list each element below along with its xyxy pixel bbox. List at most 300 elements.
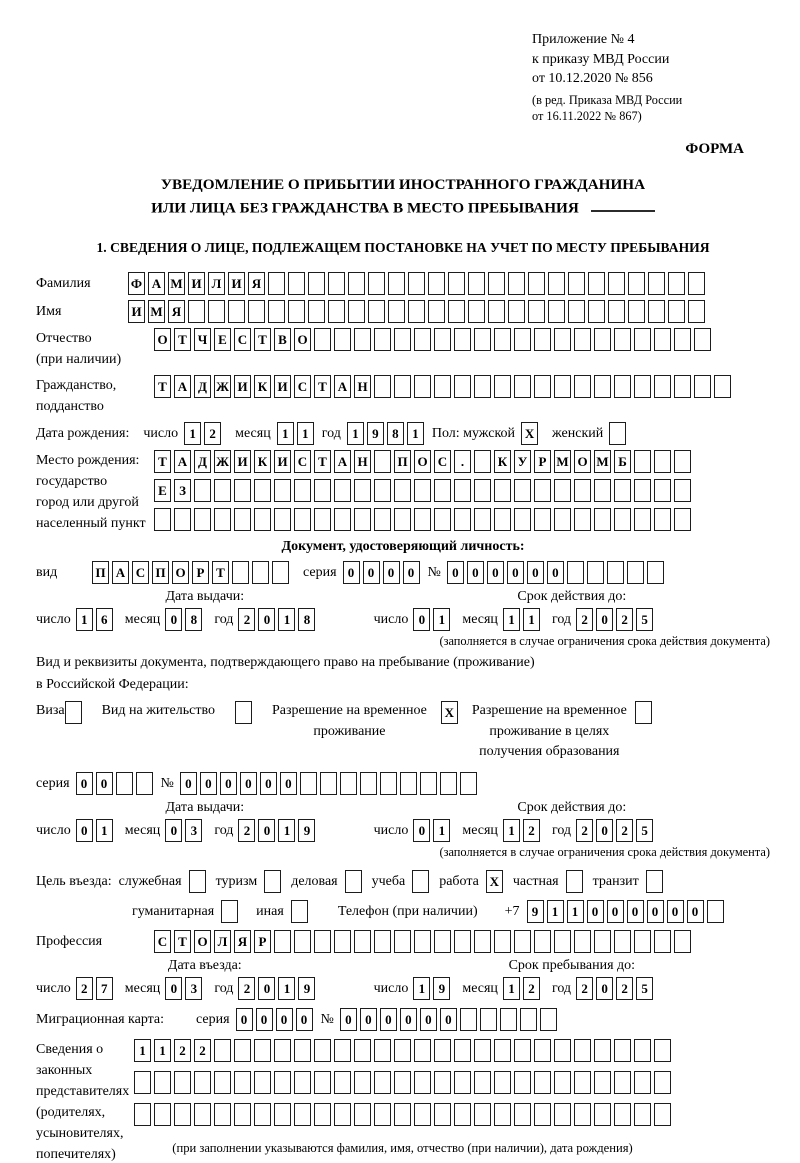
- char-cell[interactable]: 0: [447, 561, 464, 584]
- char-cell[interactable]: [268, 300, 285, 323]
- char-cell[interactable]: [354, 328, 371, 351]
- char-cell[interactable]: [334, 328, 351, 351]
- char-cell[interactable]: [654, 930, 671, 953]
- char-cell[interactable]: [568, 272, 585, 295]
- char-cell[interactable]: Ж: [214, 450, 231, 473]
- char-cell[interactable]: 9: [433, 977, 450, 1000]
- char-cell[interactable]: [474, 450, 491, 473]
- char-cell[interactable]: [414, 1039, 431, 1062]
- char-cell[interactable]: С: [294, 375, 311, 398]
- char-cell[interactable]: И: [234, 450, 251, 473]
- char-cell[interactable]: [654, 1071, 671, 1094]
- char-cell[interactable]: [194, 1071, 211, 1094]
- char-cell[interactable]: 1: [278, 608, 295, 631]
- char-cell[interactable]: [567, 561, 584, 584]
- char-cell[interactable]: [514, 328, 531, 351]
- char-cell[interactable]: 0: [403, 561, 420, 584]
- char-cell[interactable]: [554, 930, 571, 953]
- char-cell[interactable]: [635, 701, 652, 724]
- char-cell[interactable]: 1: [523, 608, 540, 631]
- char-cell[interactable]: С: [154, 930, 171, 953]
- char-cell[interactable]: С: [234, 328, 251, 351]
- char-cell[interactable]: [714, 375, 731, 398]
- char-cell[interactable]: Е: [154, 479, 171, 502]
- char-cell[interactable]: 0: [180, 772, 197, 795]
- char-cell[interactable]: [454, 1103, 471, 1126]
- char-cell[interactable]: П: [394, 450, 411, 473]
- char-cell[interactable]: 2: [523, 819, 540, 842]
- char-cell[interactable]: [268, 272, 285, 295]
- char-cell[interactable]: [514, 930, 531, 953]
- char-cell[interactable]: [234, 508, 251, 531]
- char-cell[interactable]: [214, 1103, 231, 1126]
- char-cell[interactable]: [388, 272, 405, 295]
- char-cell[interactable]: 0: [596, 977, 613, 1000]
- char-cell[interactable]: [394, 375, 411, 398]
- char-cell[interactable]: [534, 1039, 551, 1062]
- char-cell[interactable]: [354, 1071, 371, 1094]
- char-cell[interactable]: [348, 272, 365, 295]
- char-cell[interactable]: [468, 272, 485, 295]
- char-cell[interactable]: [394, 1103, 411, 1126]
- char-cell[interactable]: 3: [185, 977, 202, 1000]
- char-cell[interactable]: [514, 479, 531, 502]
- char-cell[interactable]: 9: [298, 819, 315, 842]
- char-cell[interactable]: [434, 930, 451, 953]
- char-cell[interactable]: [688, 272, 705, 295]
- char-cell[interactable]: [534, 479, 551, 502]
- char-cell[interactable]: [334, 1103, 351, 1126]
- char-cell[interactable]: 1: [76, 608, 93, 631]
- char-cell[interactable]: [634, 1071, 651, 1094]
- char-cell[interactable]: [434, 1071, 451, 1094]
- char-cell[interactable]: [340, 772, 357, 795]
- char-cell[interactable]: [454, 328, 471, 351]
- char-cell[interactable]: П: [92, 561, 109, 584]
- char-cell[interactable]: [334, 930, 351, 953]
- char-cell[interactable]: [474, 930, 491, 953]
- char-cell[interactable]: [288, 300, 305, 323]
- char-cell[interactable]: О: [294, 328, 311, 351]
- char-cell[interactable]: [654, 328, 671, 351]
- char-cell[interactable]: М: [554, 450, 571, 473]
- char-cell[interactable]: В: [274, 328, 291, 351]
- char-cell[interactable]: [474, 1103, 491, 1126]
- char-cell[interactable]: [254, 1039, 271, 1062]
- char-cell[interactable]: 0: [420, 1008, 437, 1031]
- char-cell[interactable]: [136, 772, 153, 795]
- char-cell[interactable]: Я: [168, 300, 185, 323]
- char-cell[interactable]: [607, 561, 624, 584]
- char-cell[interactable]: [174, 1103, 191, 1126]
- char-cell[interactable]: [594, 1071, 611, 1094]
- char-cell[interactable]: [454, 930, 471, 953]
- char-cell[interactable]: 9: [298, 977, 315, 1000]
- char-cell[interactable]: [674, 450, 691, 473]
- char-cell[interactable]: [574, 508, 591, 531]
- char-cell[interactable]: [514, 1103, 531, 1126]
- char-cell[interactable]: [474, 1071, 491, 1094]
- char-cell[interactable]: И: [274, 375, 291, 398]
- char-cell[interactable]: [627, 561, 644, 584]
- char-cell[interactable]: 2: [523, 977, 540, 1000]
- char-cell[interactable]: [254, 479, 271, 502]
- char-cell[interactable]: Т: [212, 561, 229, 584]
- char-cell[interactable]: [454, 479, 471, 502]
- char-cell[interactable]: [674, 375, 691, 398]
- char-cell[interactable]: [254, 1103, 271, 1126]
- char-cell[interactable]: [400, 772, 417, 795]
- char-cell[interactable]: [634, 450, 651, 473]
- char-cell[interactable]: 2: [238, 608, 255, 631]
- char-cell[interactable]: [214, 1071, 231, 1094]
- char-cell[interactable]: 8: [298, 608, 315, 631]
- char-cell[interactable]: [420, 772, 437, 795]
- char-cell[interactable]: [434, 1103, 451, 1126]
- char-cell[interactable]: 0: [260, 772, 277, 795]
- char-cell[interactable]: [234, 479, 251, 502]
- char-cell[interactable]: 2: [616, 977, 633, 1000]
- char-cell[interactable]: И: [228, 272, 245, 295]
- char-cell[interactable]: [574, 328, 591, 351]
- char-cell[interactable]: К: [494, 450, 511, 473]
- char-cell[interactable]: [508, 300, 525, 323]
- char-cell[interactable]: А: [148, 272, 165, 295]
- char-cell[interactable]: [434, 1039, 451, 1062]
- char-cell[interactable]: [374, 450, 391, 473]
- char-cell[interactable]: [594, 1039, 611, 1062]
- char-cell[interactable]: 2: [238, 977, 255, 1000]
- char-cell[interactable]: [488, 300, 505, 323]
- char-cell[interactable]: [514, 508, 531, 531]
- char-cell[interactable]: [194, 1103, 211, 1126]
- char-cell[interactable]: [534, 1071, 551, 1094]
- char-cell[interactable]: 5: [636, 608, 653, 631]
- char-cell[interactable]: Е: [214, 328, 231, 351]
- char-cell[interactable]: [414, 479, 431, 502]
- char-cell[interactable]: [134, 1071, 151, 1094]
- char-cell[interactable]: 1: [503, 977, 520, 1000]
- char-cell[interactable]: [374, 1071, 391, 1094]
- char-cell[interactable]: Ж: [214, 375, 231, 398]
- char-cell[interactable]: [272, 561, 289, 584]
- char-cell[interactable]: [116, 772, 133, 795]
- char-cell[interactable]: А: [334, 450, 351, 473]
- char-cell[interactable]: [554, 1071, 571, 1094]
- char-cell[interactable]: [594, 508, 611, 531]
- char-cell[interactable]: [300, 772, 317, 795]
- char-cell[interactable]: [488, 272, 505, 295]
- char-cell[interactable]: [408, 300, 425, 323]
- char-cell[interactable]: Р: [254, 930, 271, 953]
- char-cell[interactable]: [494, 328, 511, 351]
- char-cell[interactable]: [414, 1103, 431, 1126]
- char-cell[interactable]: 2: [204, 422, 221, 445]
- char-cell[interactable]: И: [128, 300, 145, 323]
- char-cell[interactable]: [460, 1008, 477, 1031]
- char-cell[interactable]: 0: [360, 1008, 377, 1031]
- char-cell[interactable]: [634, 1039, 651, 1062]
- char-cell[interactable]: [428, 272, 445, 295]
- char-cell[interactable]: Т: [154, 375, 171, 398]
- char-cell[interactable]: 0: [467, 561, 484, 584]
- char-cell[interactable]: [434, 375, 451, 398]
- char-cell[interactable]: 3: [185, 819, 202, 842]
- char-cell[interactable]: 0: [165, 819, 182, 842]
- char-cell[interactable]: М: [594, 450, 611, 473]
- char-cell[interactable]: [194, 479, 211, 502]
- char-cell[interactable]: [514, 1071, 531, 1094]
- char-cell[interactable]: [520, 1008, 537, 1031]
- char-cell[interactable]: [254, 1071, 271, 1094]
- char-cell[interactable]: [434, 328, 451, 351]
- char-cell[interactable]: [594, 930, 611, 953]
- char-cell[interactable]: [454, 375, 471, 398]
- char-cell[interactable]: [354, 508, 371, 531]
- char-cell[interactable]: 2: [576, 977, 593, 1000]
- char-cell[interactable]: 0: [258, 608, 275, 631]
- char-cell[interactable]: [480, 1008, 497, 1031]
- char-cell[interactable]: 1: [547, 900, 564, 923]
- char-cell[interactable]: 2: [616, 819, 633, 842]
- char-cell[interactable]: [194, 508, 211, 531]
- char-cell[interactable]: [354, 1103, 371, 1126]
- char-cell[interactable]: А: [112, 561, 129, 584]
- char-cell[interactable]: [534, 1103, 551, 1126]
- char-cell[interactable]: [574, 930, 591, 953]
- char-cell[interactable]: 0: [165, 608, 182, 631]
- char-cell[interactable]: [354, 479, 371, 502]
- char-cell[interactable]: О: [574, 450, 591, 473]
- char-cell[interactable]: [634, 1103, 651, 1126]
- char-cell[interactable]: [274, 508, 291, 531]
- char-cell[interactable]: [454, 508, 471, 531]
- char-cell[interactable]: [494, 1103, 511, 1126]
- char-cell[interactable]: У: [514, 450, 531, 473]
- char-cell[interactable]: [694, 375, 711, 398]
- char-cell[interactable]: 0: [440, 1008, 457, 1031]
- char-cell[interactable]: [628, 300, 645, 323]
- char-cell[interactable]: [460, 772, 477, 795]
- char-cell[interactable]: [668, 300, 685, 323]
- char-cell[interactable]: 8: [185, 608, 202, 631]
- char-cell[interactable]: [548, 300, 565, 323]
- char-cell[interactable]: [634, 479, 651, 502]
- char-cell[interactable]: [254, 508, 271, 531]
- char-cell[interactable]: [654, 479, 671, 502]
- char-cell[interactable]: О: [154, 328, 171, 351]
- char-cell[interactable]: 0: [383, 561, 400, 584]
- char-cell[interactable]: [334, 508, 351, 531]
- char-cell[interactable]: 0: [340, 1008, 357, 1031]
- char-cell[interactable]: [494, 508, 511, 531]
- char-cell[interactable]: [374, 508, 391, 531]
- char-cell[interactable]: 1: [503, 608, 520, 631]
- char-cell[interactable]: 0: [276, 1008, 293, 1031]
- char-cell[interactable]: [454, 1071, 471, 1094]
- char-cell[interactable]: [214, 1039, 231, 1062]
- char-cell[interactable]: Р: [534, 450, 551, 473]
- char-cell[interactable]: [354, 930, 371, 953]
- char-cell[interactable]: [634, 508, 651, 531]
- char-cell[interactable]: [174, 508, 191, 531]
- char-cell[interactable]: [264, 870, 281, 893]
- char-cell[interactable]: [328, 272, 345, 295]
- char-cell[interactable]: [574, 479, 591, 502]
- char-cell[interactable]: 2: [576, 819, 593, 842]
- char-cell[interactable]: [248, 300, 265, 323]
- char-cell[interactable]: [554, 508, 571, 531]
- char-cell[interactable]: [374, 375, 391, 398]
- char-cell[interactable]: 0: [236, 1008, 253, 1031]
- char-cell[interactable]: [614, 508, 631, 531]
- char-cell[interactable]: П: [152, 561, 169, 584]
- char-cell[interactable]: [474, 375, 491, 398]
- char-cell[interactable]: [688, 300, 705, 323]
- char-cell[interactable]: 2: [576, 608, 593, 631]
- char-cell[interactable]: [554, 479, 571, 502]
- char-cell[interactable]: X: [521, 422, 538, 445]
- char-cell[interactable]: Т: [254, 328, 271, 351]
- char-cell[interactable]: Я: [248, 272, 265, 295]
- char-cell[interactable]: [412, 870, 429, 893]
- char-cell[interactable]: Ф: [128, 272, 145, 295]
- char-cell[interactable]: Ч: [194, 328, 211, 351]
- char-cell[interactable]: 0: [596, 819, 613, 842]
- char-cell[interactable]: [568, 300, 585, 323]
- char-cell[interactable]: [654, 450, 671, 473]
- char-cell[interactable]: [294, 1039, 311, 1062]
- char-cell[interactable]: 0: [413, 819, 430, 842]
- char-cell[interactable]: 1: [433, 608, 450, 631]
- char-cell[interactable]: 0: [96, 772, 113, 795]
- char-cell[interactable]: [274, 479, 291, 502]
- char-cell[interactable]: [208, 300, 225, 323]
- char-cell[interactable]: [554, 375, 571, 398]
- char-cell[interactable]: [221, 900, 238, 923]
- char-cell[interactable]: [528, 272, 545, 295]
- char-cell[interactable]: [614, 1071, 631, 1094]
- char-cell[interactable]: [494, 375, 511, 398]
- char-cell[interactable]: 0: [380, 1008, 397, 1031]
- char-cell[interactable]: [414, 328, 431, 351]
- char-cell[interactable]: [154, 1071, 171, 1094]
- char-cell[interactable]: О: [414, 450, 431, 473]
- char-cell[interactable]: [234, 1103, 251, 1126]
- char-cell[interactable]: М: [148, 300, 165, 323]
- char-cell[interactable]: 0: [627, 900, 644, 923]
- char-cell[interactable]: [647, 561, 664, 584]
- char-cell[interactable]: [294, 1103, 311, 1126]
- char-cell[interactable]: М: [168, 272, 185, 295]
- char-cell[interactable]: [614, 375, 631, 398]
- char-cell[interactable]: С: [434, 450, 451, 473]
- char-cell[interactable]: [634, 930, 651, 953]
- char-cell[interactable]: Н: [354, 375, 371, 398]
- char-cell[interactable]: [235, 701, 252, 724]
- char-cell[interactable]: [294, 508, 311, 531]
- char-cell[interactable]: [614, 930, 631, 953]
- char-cell[interactable]: 8: [387, 422, 404, 445]
- char-cell[interactable]: 0: [258, 819, 275, 842]
- char-cell[interactable]: [368, 300, 385, 323]
- char-cell[interactable]: [674, 328, 691, 351]
- char-cell[interactable]: [288, 272, 305, 295]
- char-cell[interactable]: 1: [278, 819, 295, 842]
- char-cell[interactable]: [408, 272, 425, 295]
- char-cell[interactable]: [468, 300, 485, 323]
- char-cell[interactable]: 0: [200, 772, 217, 795]
- char-cell[interactable]: [554, 1103, 571, 1126]
- char-cell[interactable]: [294, 1071, 311, 1094]
- char-cell[interactable]: [494, 1039, 511, 1062]
- char-cell[interactable]: 0: [487, 561, 504, 584]
- char-cell[interactable]: 0: [220, 772, 237, 795]
- char-cell[interactable]: [232, 561, 249, 584]
- char-cell[interactable]: [334, 1071, 351, 1094]
- char-cell[interactable]: [354, 1039, 371, 1062]
- char-cell[interactable]: [654, 508, 671, 531]
- char-cell[interactable]: [154, 1103, 171, 1126]
- char-cell[interactable]: 5: [636, 977, 653, 1000]
- char-cell[interactable]: [334, 1039, 351, 1062]
- char-cell[interactable]: [414, 1071, 431, 1094]
- char-cell[interactable]: [534, 930, 551, 953]
- char-cell[interactable]: К: [254, 375, 271, 398]
- char-cell[interactable]: 1: [347, 422, 364, 445]
- char-cell[interactable]: X: [441, 701, 458, 724]
- char-cell[interactable]: 1: [184, 422, 201, 445]
- char-cell[interactable]: 1: [407, 422, 424, 445]
- char-cell[interactable]: 1: [567, 900, 584, 923]
- char-cell[interactable]: [189, 870, 206, 893]
- char-cell[interactable]: [494, 930, 511, 953]
- char-cell[interactable]: [394, 328, 411, 351]
- char-cell[interactable]: [674, 479, 691, 502]
- char-cell[interactable]: 2: [194, 1039, 211, 1062]
- char-cell[interactable]: З: [174, 479, 191, 502]
- char-cell[interactable]: 0: [687, 900, 704, 923]
- char-cell[interactable]: И: [188, 272, 205, 295]
- char-cell[interactable]: [548, 272, 565, 295]
- char-cell[interactable]: [594, 479, 611, 502]
- char-cell[interactable]: [368, 272, 385, 295]
- char-cell[interactable]: [320, 772, 337, 795]
- char-cell[interactable]: [534, 328, 551, 351]
- char-cell[interactable]: [174, 1071, 191, 1094]
- char-cell[interactable]: 0: [280, 772, 297, 795]
- char-cell[interactable]: К: [254, 450, 271, 473]
- char-cell[interactable]: 0: [607, 900, 624, 923]
- char-cell[interactable]: Я: [234, 930, 251, 953]
- char-cell[interactable]: [594, 1103, 611, 1126]
- char-cell[interactable]: [587, 561, 604, 584]
- char-cell[interactable]: [374, 1039, 391, 1062]
- char-cell[interactable]: [654, 1103, 671, 1126]
- char-cell[interactable]: 5: [636, 819, 653, 842]
- char-cell[interactable]: [540, 1008, 557, 1031]
- char-cell[interactable]: 1: [503, 819, 520, 842]
- char-cell[interactable]: А: [174, 450, 191, 473]
- char-cell[interactable]: 1: [413, 977, 430, 1000]
- char-cell[interactable]: .: [454, 450, 471, 473]
- char-cell[interactable]: [291, 900, 308, 923]
- char-cell[interactable]: [614, 1103, 631, 1126]
- char-cell[interactable]: 0: [507, 561, 524, 584]
- char-cell[interactable]: [345, 870, 362, 893]
- char-cell[interactable]: [394, 508, 411, 531]
- char-cell[interactable]: [394, 1071, 411, 1094]
